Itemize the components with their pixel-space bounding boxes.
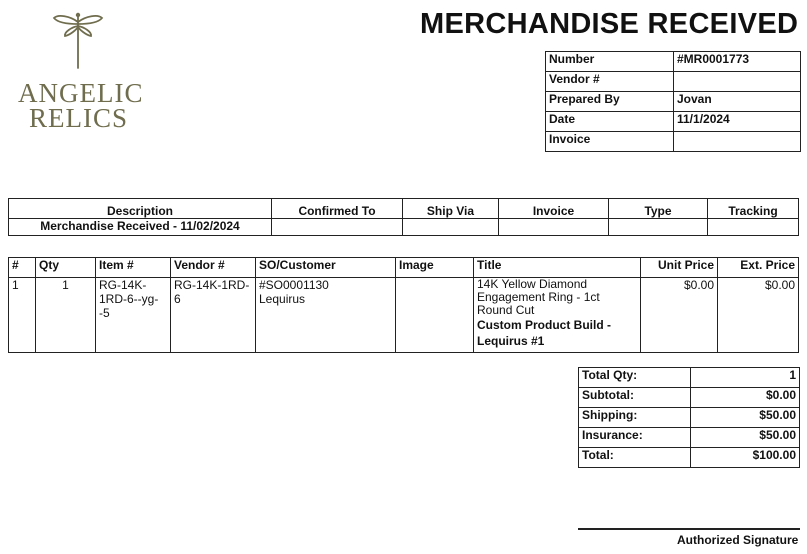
col-line-number: # [9, 258, 36, 278]
info-label: Invoice [546, 132, 674, 152]
totals-value: 1 [691, 368, 800, 388]
shipping-description: Merchandise Received - 11/02/2024 [9, 219, 272, 236]
signature-line [578, 528, 800, 530]
line-so-customer [256, 278, 396, 353]
col-qty: Qty [36, 258, 96, 278]
totals-row [579, 408, 800, 428]
totals-row [579, 368, 800, 388]
table-row [9, 278, 799, 353]
info-value [674, 132, 801, 152]
info-row [546, 112, 801, 132]
brand-name-line2: RELICS [29, 103, 129, 133]
info-label: Date [546, 112, 674, 132]
shipping-table [8, 198, 799, 236]
col-ext-price: Ext. Price [718, 258, 799, 278]
line-unit-price: $0.00 [641, 278, 718, 353]
line-number: 1 [9, 278, 36, 353]
shipping-ship-via [403, 219, 499, 236]
totals-label: Subtotal: [579, 388, 691, 408]
col-item-number: Item # [96, 258, 171, 278]
totals-row [579, 388, 800, 408]
items-header-row [9, 258, 799, 278]
col-type: Type [609, 199, 708, 219]
dragonfly-icon [52, 10, 104, 70]
title-product-build: Custom Product Build - Lequirus #1 [477, 318, 611, 348]
info-label: Number [546, 52, 674, 72]
totals-row [579, 428, 800, 448]
col-ship-via: Ship Via [403, 199, 499, 219]
info-row [546, 92, 801, 112]
totals-label: Total Qty: [579, 368, 691, 388]
signature-label: Authorized Signature [677, 533, 799, 547]
totals-value: $50.00 [691, 408, 800, 428]
shipping-row [9, 219, 799, 236]
col-description: Description [9, 199, 272, 219]
document-title: MERCHANDISE RECEIVED [420, 8, 799, 40]
info-label: Vendor # [546, 72, 674, 92]
line-item-number: RG-14K-1RD-6--yg--5 [96, 278, 171, 353]
info-row [546, 132, 801, 152]
customer-name: Lequirus [259, 292, 306, 306]
info-row [546, 52, 801, 72]
line-image [396, 278, 474, 353]
so-number: #SO0001130 [259, 278, 329, 292]
info-row [546, 72, 801, 92]
shipping-invoice [499, 219, 609, 236]
line-title [474, 278, 641, 353]
totals-row [579, 448, 800, 468]
totals-value: $100.00 [691, 448, 800, 468]
col-vendor-number: Vendor # [171, 258, 256, 278]
col-tracking: Tracking [708, 199, 799, 219]
info-value: Jovan [674, 92, 801, 112]
shipping-type [609, 219, 708, 236]
totals-value: $50.00 [691, 428, 800, 448]
title-description: 14K Yellow Diamond Engagement Ring - 1ct Round Cut [477, 277, 600, 317]
totals-value: $0.00 [691, 388, 800, 408]
items-table [8, 257, 799, 353]
shipping-tracking [708, 219, 799, 236]
col-confirmed-to: Confirmed To [272, 199, 403, 219]
col-so-customer: SO/Customer [256, 258, 396, 278]
col-unit-price: Unit Price [641, 258, 718, 278]
info-table [545, 51, 801, 152]
info-value: #MR0001773 [674, 52, 801, 72]
totals-label: Shipping: [579, 408, 691, 428]
shipping-confirmed-to [272, 219, 403, 236]
brand-name-line1: ANGELIC [18, 78, 144, 108]
info-value: 11/1/2024 [674, 112, 801, 132]
col-title: Title [474, 258, 641, 278]
col-image: Image [396, 258, 474, 278]
totals-table [578, 367, 800, 468]
info-value [674, 72, 801, 92]
line-vendor-number: RG-14K-1RD-6 [171, 278, 256, 353]
line-ext-price: $0.00 [718, 278, 799, 353]
totals-label: Insurance: [579, 428, 691, 448]
col-invoice: Invoice [499, 199, 609, 219]
line-qty: 1 [36, 278, 96, 353]
info-label: Prepared By [546, 92, 674, 112]
shipping-header-row [9, 199, 799, 219]
totals-label: Total: [579, 448, 691, 468]
